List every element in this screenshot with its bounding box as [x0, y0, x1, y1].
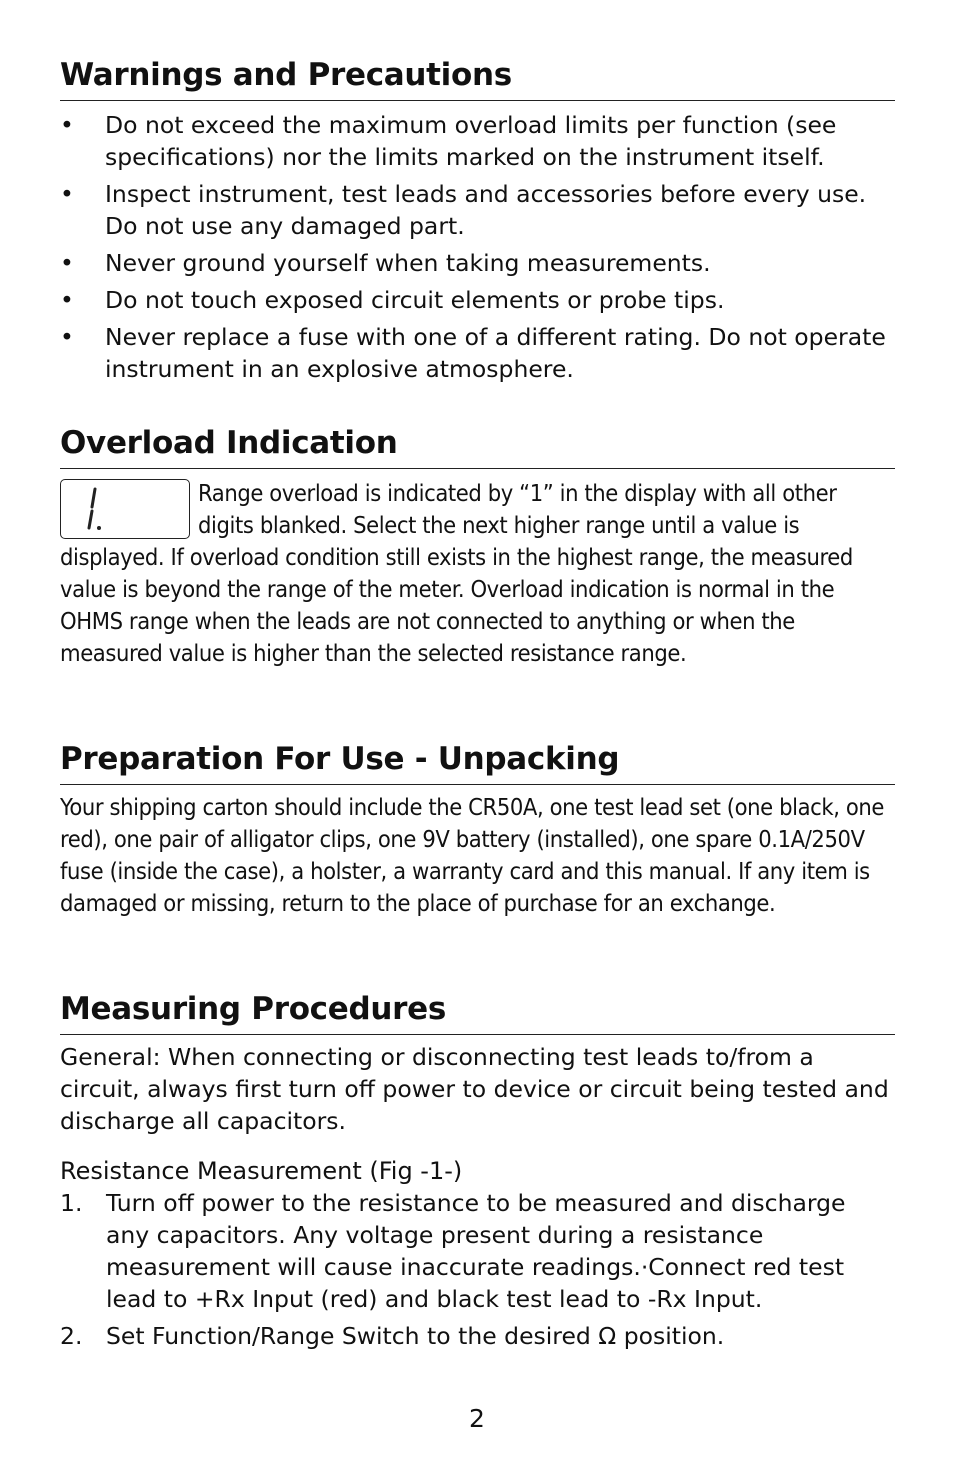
list-item [60, 247, 895, 279]
overload-text: Range overload is indicated by “1” in the display with all other digits blanked. Select the next higher range until a value is displayed. If overload condition still exists in the highest range, the measured value is beyond the range of the meter. Overload indication is normal in the OHMS range when the leads are not connected to anything or when the measured value is higher than the selected resistance range. [60, 479, 853, 667]
step-text: Turn off power to the resistance to be measured and discharge any capacitors. Any voltage present during a resistance measurement will cause inaccurate readings.·Connect red test lead to +Rx Input (red) and black test lead to -Rx Input. [106, 1189, 846, 1313]
list-item [60, 321, 895, 385]
unpacking-text: Your shipping carton should include the CR50A, one test lead set (one black, one red), one pair of alligator clips, one 9V battery (installed), one spare 0.1A/250V fuse (inside the case), a holster, a warranty card and this manual. If any item is damaged or missing, return to the place of purchase for an exchange. [60, 793, 884, 917]
bullet-icon: • [60, 180, 74, 208]
list-item [60, 1187, 895, 1315]
list-item [60, 178, 895, 242]
step-number: 2. [60, 1322, 83, 1350]
measuring-section [60, 990, 895, 1357]
bullet-icon: • [60, 249, 74, 277]
lcd-display-icon [60, 479, 190, 539]
resistance-steps [60, 1187, 895, 1352]
step-text: Set Function/Range Switch to the desired Ω position. [106, 1322, 725, 1350]
overload-body [60, 477, 895, 669]
warning-text: Do not exceed the maximum overload limits per function (see specifications) nor the limits marked on the instrument itself. [105, 111, 837, 171]
unpacking-heading: Preparation For Use - Unpacking [60, 740, 895, 785]
page-number: 2 [469, 1404, 485, 1433]
lcd-digit-one-icon [61, 480, 189, 538]
list-item [60, 109, 895, 173]
warning-text: Never ground yourself when taking measurements. [105, 249, 711, 277]
warnings-heading: Warnings and Precautions [60, 56, 895, 101]
measuring-heading: Measuring Procedures [60, 990, 895, 1035]
resistance-subheading: Resistance Measurement (Fig -1-) [60, 1157, 463, 1185]
warnings-section [60, 56, 895, 390]
warning-text: Never replace a fuse with one of a different rating. Do not operate instrument in an explosive atmosphere. [105, 323, 886, 383]
warning-text: Do not touch exposed circuit elements or probe tips. [105, 286, 725, 314]
bullet-icon: • [60, 323, 74, 351]
list-item [60, 1320, 895, 1352]
step-number: 1. [60, 1189, 83, 1217]
overload-section [60, 424, 895, 669]
warning-text: Inspect instrument, test leads and accessories before every use. Do not use any damaged part. [105, 180, 867, 240]
unpacking-section [60, 740, 895, 919]
list-item [60, 284, 895, 316]
bullet-icon: • [60, 286, 74, 314]
warnings-list [60, 109, 895, 385]
general-text: General: When connecting or disconnecting test leads to/from a circuit, always first turn off power to device or circuit being tested and discharge all capacitors. [60, 1043, 889, 1135]
bullet-icon: • [60, 111, 74, 139]
overload-heading: Overload Indication [60, 424, 895, 469]
